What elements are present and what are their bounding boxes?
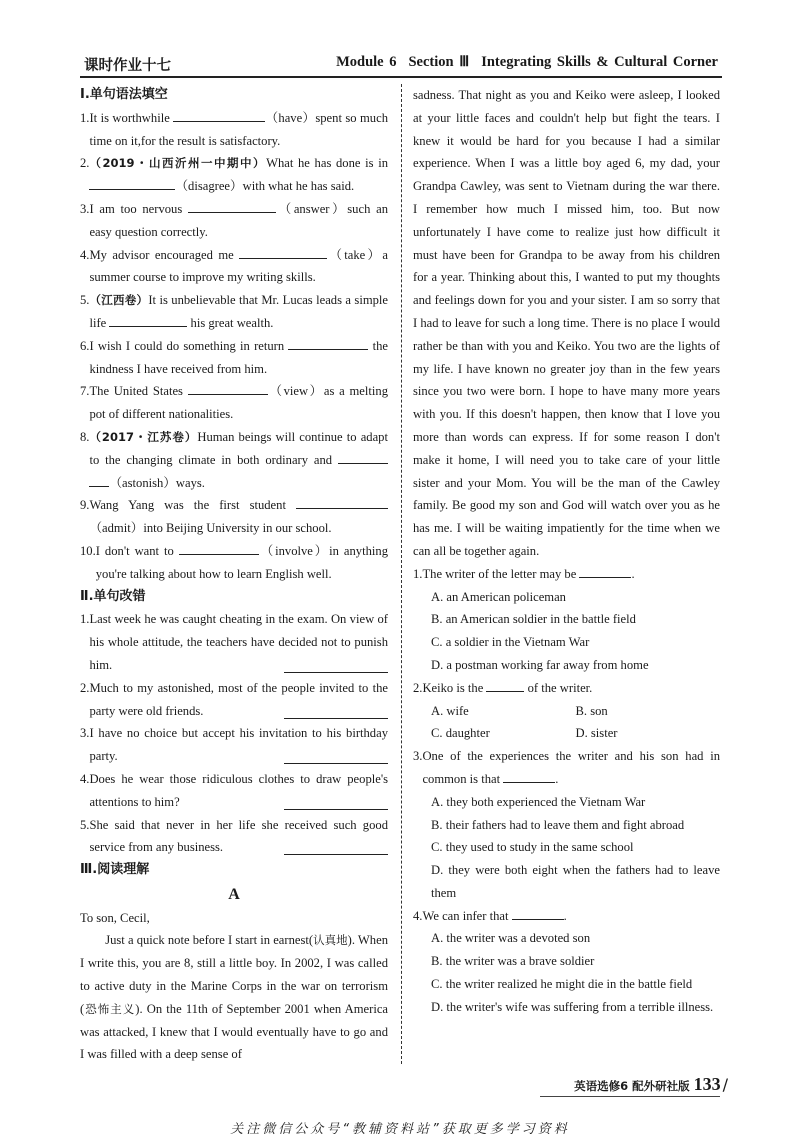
option-b[interactable]: B. son [575, 703, 608, 718]
correction-item: 2. Much to my astonished, most of the people invited to the party were old friends. [80, 680, 388, 718]
part1-title: Ⅰ.单句语法填空 [80, 87, 168, 102]
source-tag: （江西卷） [89, 293, 149, 308]
answer-blank[interactable] [338, 451, 388, 464]
right-column [413, 84, 720, 1019]
option-a[interactable]: A. wife [431, 703, 469, 718]
answer-blank[interactable] [503, 770, 555, 783]
left-column [80, 84, 388, 1066]
passage-label: A [228, 885, 240, 903]
section-title: Integrating Skills & Cultural Corner [481, 54, 718, 70]
option-a[interactable]: A. the writer was a devoted son [431, 931, 591, 946]
fill-item: 6. I wish I could do something in return the kindness I have received from him. [80, 338, 388, 376]
answer-blank[interactable] [188, 382, 268, 395]
module-label: Module 6 [336, 54, 397, 70]
fill-item: 5. （江西卷）It is unbelievable that Mr. Lucas leads a simple life his great wealth. [80, 293, 389, 330]
option-c[interactable]: C. daughter [431, 726, 490, 741]
answer-blank[interactable] [288, 337, 368, 350]
page-header [0, 0, 800, 80]
fill-item: 1. It is worthwhile （have）spent so much time on it,for the result is satisfactory. [80, 110, 388, 148]
option-d[interactable]: D. the writer's wife was suffering from a terrible illness. [431, 999, 714, 1014]
answer-blank[interactable] [89, 474, 109, 487]
correction-item: 3. I have no choice but accept his invitation to his birthday party. [80, 726, 388, 764]
module-heading [324, 54, 718, 71]
option-b[interactable]: B. the writer was a brave soldier [431, 954, 595, 969]
option-c[interactable]: C. a soldier in the Vietnam War [431, 635, 590, 650]
option-c[interactable]: C. they used to study in the same school [431, 840, 634, 855]
fill-item: 9. Wang Yang was the first student （admit）into Beijing University in our school. [80, 494, 388, 540]
question: 4. We can infer that . [413, 908, 567, 923]
fill-item: 7. The United States （view）as a melting pot of different nationalities. [80, 384, 388, 422]
answer-line[interactable] [284, 797, 388, 810]
option-d[interactable]: D. sister [575, 726, 618, 741]
answer-line[interactable] [284, 706, 388, 719]
answer-blank[interactable] [188, 200, 276, 213]
footer-note: 关注微信公众号“教辅资料站”获取更多学习资料 [230, 1122, 570, 1137]
correction-item: 4. Does he wear those ridiculous clothes to draw people's attentions to him? [80, 771, 388, 809]
fill-item: 4. My advisor encouraged me （take）a summer course to improve my writing skills. [80, 247, 388, 285]
question: 2. Keiko is the of the writer. [413, 680, 593, 695]
question: 3. One of the experiences the writer and his son had in common is that . [413, 749, 720, 786]
answer-blank[interactable] [89, 177, 175, 190]
answer-blank[interactable] [579, 565, 631, 578]
passage-paragraph: sadness. That night as you and Keiko were asleep, I looked at your little faces and couldn't help but fight the tears. I knew it would be hard for you because I had a similar experience. When I was a little boy aged 6, my dad, your Grandpa Cawley, was sent to Vietnam during the war there. I remember how much I missed him, too. But now unfortunately I have come to realize just how difficult it must have been for Grandpa to be away from his children for a year. Thinking about this, I wanted to put my thoughts and feelings down for you and your sister. I am so sorry that I had to leave for such a long time. There is no place I would rather be than with you and Keiko. You two are the lights of my life. I have known no greater joy than in the few years since you two were born. I hope to have many more years with you. If this doesn't happen, then know that I love you more than words can express. If for some reason I don't make it home, I will need you to take care of your little sister and your Mom. You will be the man of the Cawley family. Be good my son and God will watch over you as he has me. I will be waiting impatiently for the time when we can all be together again. [413, 88, 720, 558]
answer-blank[interactable] [486, 679, 524, 692]
column-divider [401, 84, 402, 1064]
fill-item: 2. （2019・山西沂州一中期中）What he has done is in （disagree）with what he has said. [80, 156, 388, 194]
book-edition: 英语选修6 配外研社版 [574, 1079, 690, 1093]
answer-line[interactable] [284, 842, 388, 855]
page-number: 133 [693, 1074, 721, 1094]
answer-blank[interactable] [296, 496, 388, 509]
option-a[interactable]: A. an American policeman [431, 589, 566, 604]
page-slash: / [722, 1075, 728, 1094]
fill-item: 10. I don't want to （involve）in anything you're talking about how to learn English well. [80, 543, 388, 581]
option-d[interactable]: D. they were both eight when the fathers had to leave them [431, 863, 720, 900]
answer-line[interactable] [284, 660, 388, 673]
answer-blank[interactable] [179, 542, 259, 555]
option-a[interactable]: A. they both experienced the Vietnam War [431, 794, 646, 809]
lesson-title: 课时作业十七 [84, 58, 171, 74]
option-b[interactable]: B. an American soldier in the battle field [431, 612, 636, 627]
salutation: To son, Cecil, [80, 910, 150, 925]
footer-rule [540, 1096, 720, 1097]
correction-item: 1. Last week he was caught cheating in the exam. On view of his whole attitude, the teachers have decided not to punish him. [80, 612, 388, 672]
passage-paragraph: Just a quick note before I start in earnest(认真地). When I write this, you are 8, still a little boy. In 2002, I was called to active duty in the Marine Corps in the war on terrorism (恐怖主义). On the 11th of September 2001 when America was attacked, I knew that I would eventually have to go and I was filled with a deep sense of [80, 933, 389, 1062]
section-label: Section Ⅲ [408, 54, 470, 70]
fill-item: 8. （2017・江苏卷）Human beings will continue to adapt to the changing climate in both ordinary and （astonish）ways. [80, 429, 388, 490]
question: 1. The writer of the letter may be . [413, 566, 635, 581]
answer-blank[interactable] [239, 246, 327, 259]
part3-title: Ⅲ.阅读理解 [80, 862, 150, 878]
answer-blank[interactable] [109, 314, 187, 327]
header-rule [80, 76, 722, 78]
footer-brand [574, 1074, 728, 1095]
answer-blank[interactable] [512, 907, 564, 920]
answer-line[interactable] [284, 751, 388, 764]
fill-item: 3. I am too nervous （answer）such an easy question correctly. [80, 201, 389, 239]
correction-item: 5. She said that never in her life she received such good service from any business. [80, 817, 388, 855]
option-d[interactable]: D. a postman working far away from home [431, 657, 649, 672]
option-b[interactable]: B. their fathers had to leave them and fight abroad [431, 817, 685, 832]
source-tag: （2019・山西沂州一中期中） [89, 156, 267, 171]
answer-blank[interactable] [173, 109, 265, 122]
option-c[interactable]: C. the writer realized he might die in the battle field [431, 977, 693, 992]
part2-title: Ⅱ.单句改错 [80, 588, 146, 604]
source-tag: （2017・江苏卷） [89, 429, 198, 444]
